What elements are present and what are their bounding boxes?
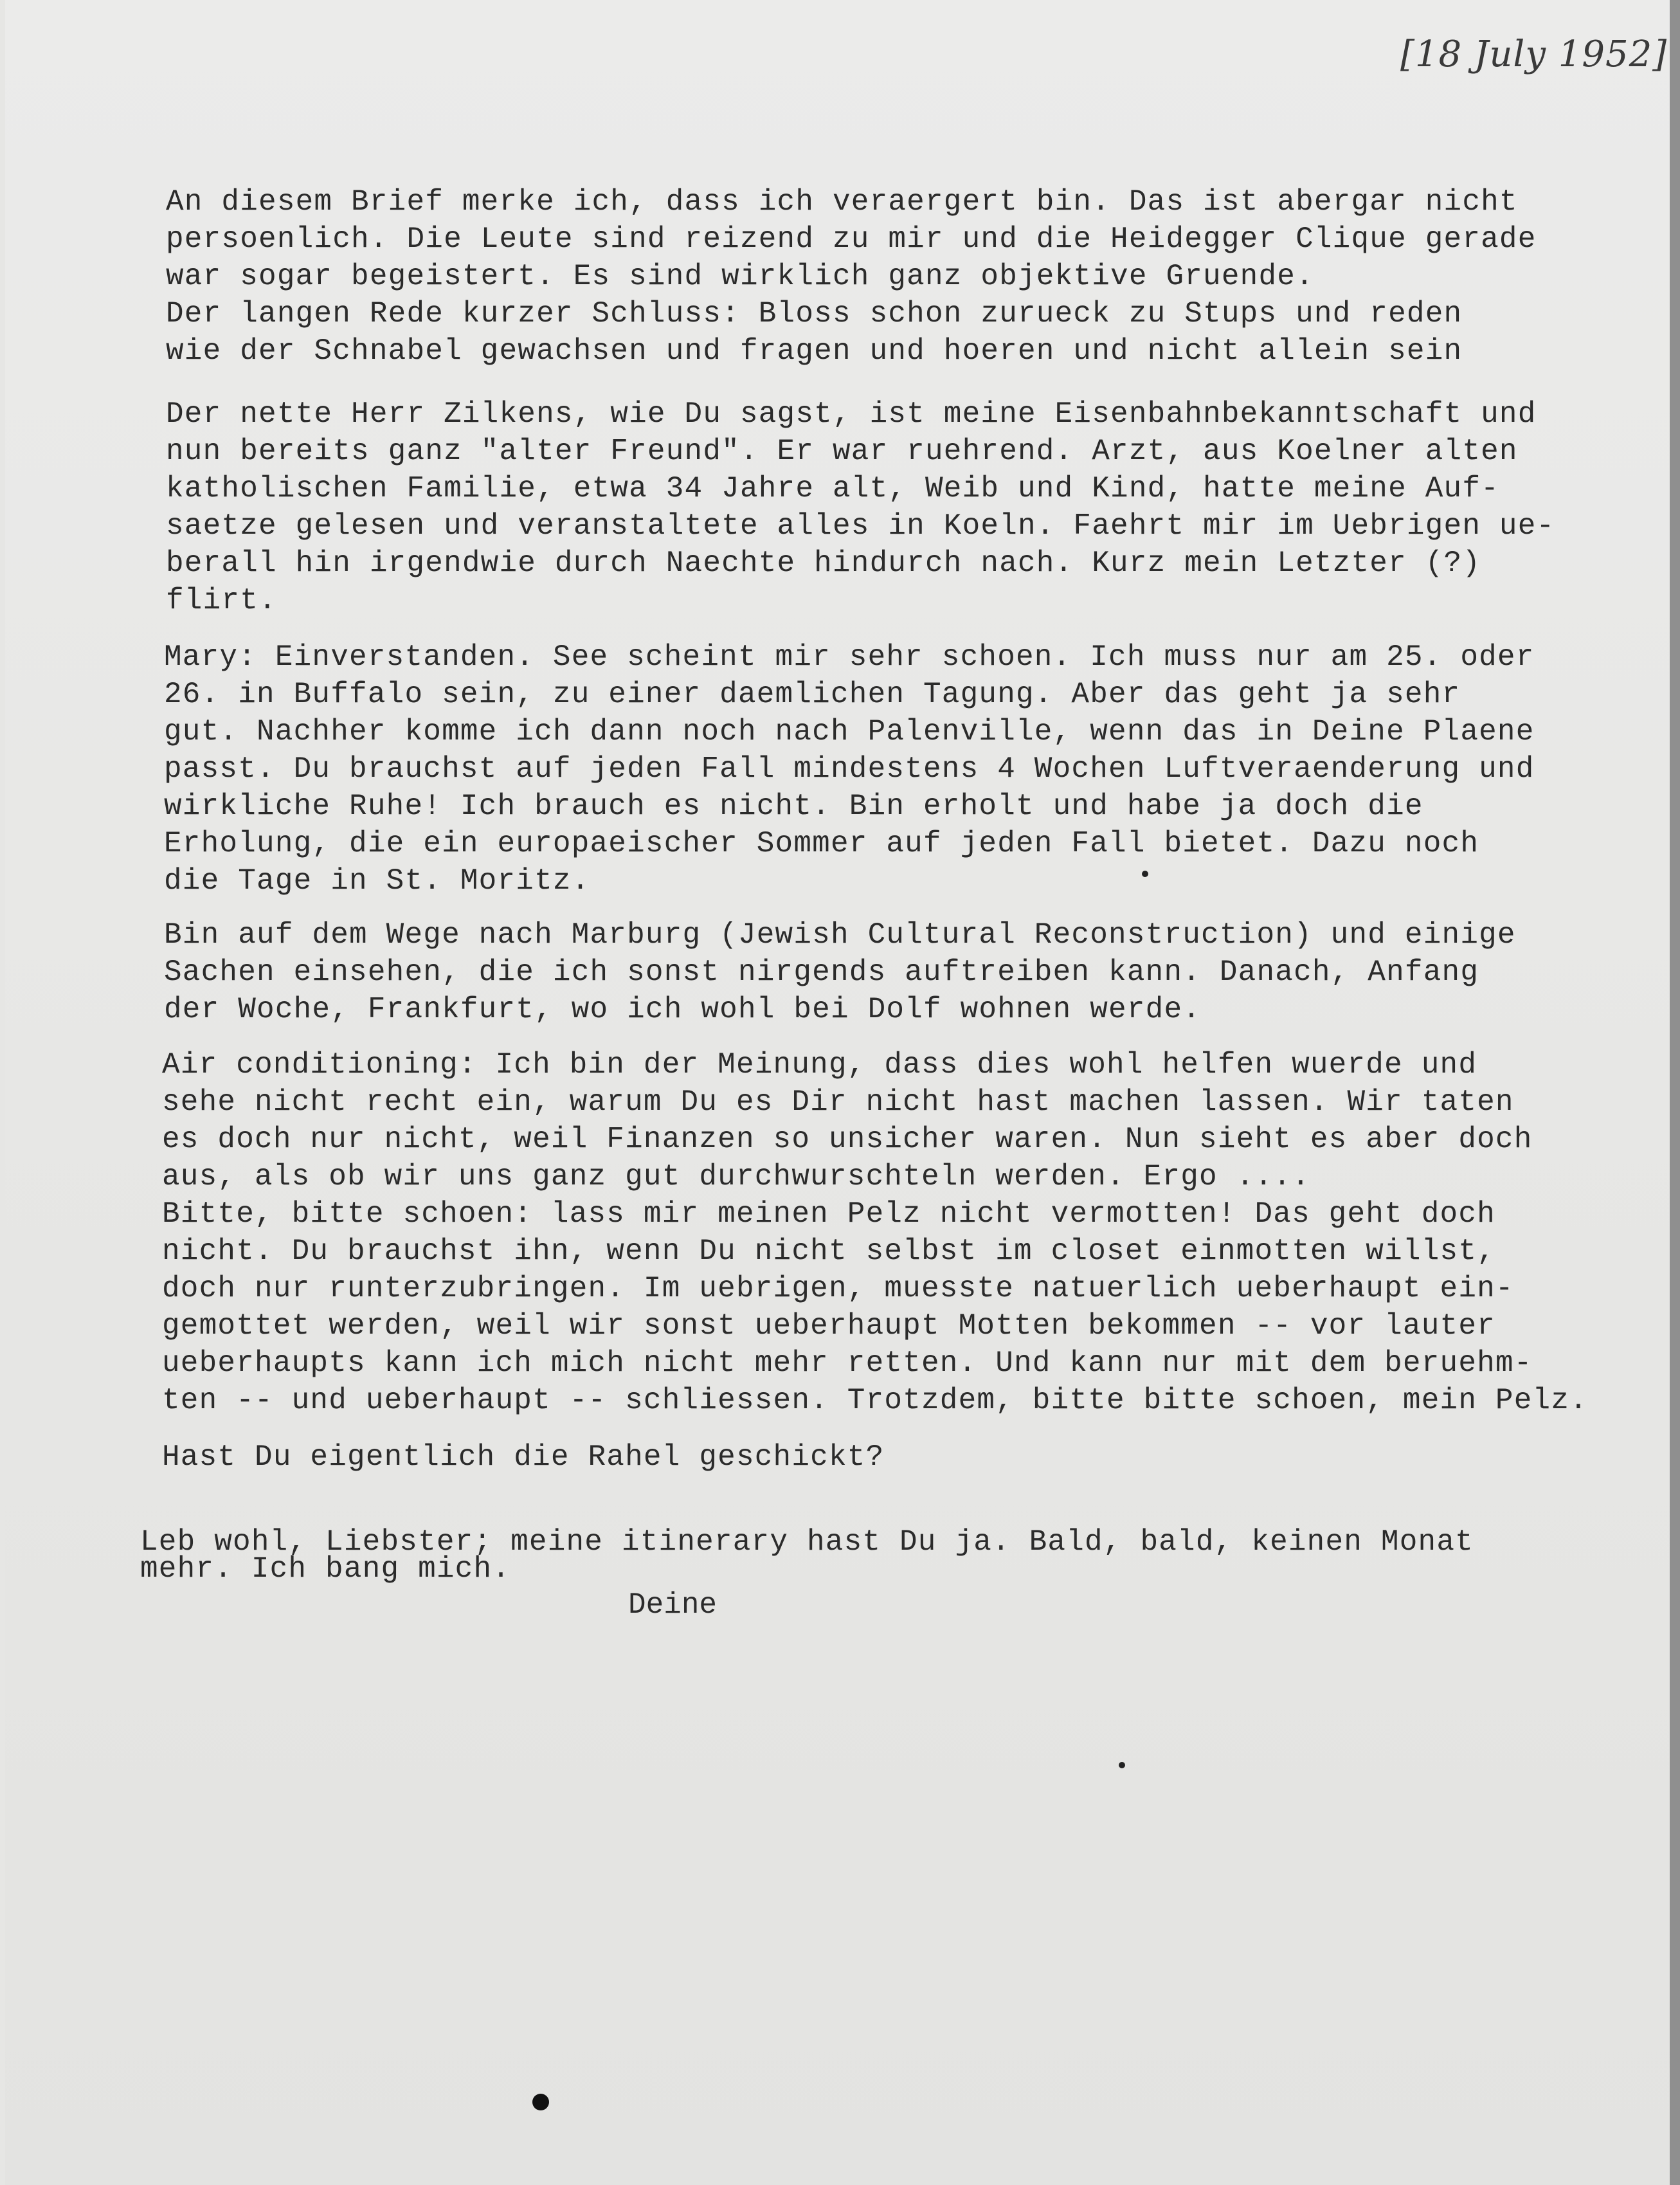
letter-line: persoenlich. Die Leute sind reizend zu mir und die Heidegger Clique gerade <box>166 222 1537 256</box>
ink-mark <box>1119 1762 1125 1768</box>
letter-line: ueberhaupts kann ich mich nicht mehr retten. Und kann nur mit dem beruehm- <box>162 1346 1533 1380</box>
letter-line: war sogar begeistert. Es sind wirklich ganz objektive Gruende. <box>166 260 1314 293</box>
letter-line: Bin auf dem Wege nach Marburg (Jewish Cultural Reconstruction) und einige <box>164 918 1516 952</box>
letter-line: Der langen Rede kurzer Schluss: Bloss schon zurueck zu Stups und reden <box>166 297 1463 331</box>
letter-line: es doch nur nicht, weil Finanzen so unsicher waren. Nun sieht es aber doch <box>162 1123 1533 1156</box>
letter-line: Sachen einsehen, die ich sonst nirgends auftreiben kann. Danach, Anfang <box>164 956 1479 989</box>
ink-mark <box>1142 871 1148 877</box>
letter-line: katholischen Familie, etwa 34 Jahre alt, Weib und Kind, hatte meine Auf- <box>166 472 1499 505</box>
letter-line: Erholung, die ein europaeischer Sommer auf jeden Fall bietet. Dazu noch <box>164 827 1479 860</box>
letter-line: Mary: Einverstanden. See scheint mir sehr schoen. Ich muss nur am 25. oder <box>164 640 1535 674</box>
letter-line: sehe nicht recht ein, warum Du es Dir nicht hast machen lassen. Wir taten <box>162 1085 1514 1119</box>
letter-line: flirt. <box>166 584 277 617</box>
letter-line: der Woche, Frankfurt, wo ich wohl bei Dolf wohnen werde. <box>164 993 1202 1026</box>
letter-line: nicht. Du brauchst ihn, wenn Du nicht selbst im closet einmotten willst, <box>162 1235 1495 1268</box>
letter-line: gemottet werden, weil wir sonst ueberhaupt Motten bekommen -- vor lauter <box>162 1309 1495 1343</box>
letter-line: aus, als ob wir uns ganz gut durchwurschteln werden. Ergo .... <box>162 1160 1310 1193</box>
letter-line: wie der Schnabel gewachsen und fragen und hoeren und nicht allein sein <box>166 334 1463 368</box>
signature-line: Deine <box>628 1588 718 1622</box>
letter-line: ten -- und ueberhaupt -- schliessen. Trotzdem, bitte bitte schoen, mein Pelz. <box>162 1384 1588 1417</box>
letter-line: wirkliche Ruhe! Ich brauch es nicht. Bin erholt und habe ja doch die <box>164 790 1423 823</box>
letter-line: Leb wohl, Liebster; meine itinerary hast Du ja. Bald, bald, keinen Monat <box>140 1525 1474 1559</box>
letter-line: Der nette Herr Zilkens, wie Du sagst, ist meine Eisenbahnbekanntschaft und <box>166 397 1537 431</box>
letter-line: berall hin irgendwie durch Naechte hindurch nach. Kurz mein Letzter (?) <box>166 547 1481 580</box>
punch-hole <box>532 2094 549 2110</box>
handwritten-date-note: [18 July 1952] <box>1400 33 1668 75</box>
letter-line: An diesem Brief merke ich, dass ich veraergert bin. Das ist abergar nicht <box>166 185 1518 219</box>
letter-line: Hast Du eigentlich die Rahel geschickt? <box>162 1440 885 1474</box>
letter-line: 26. in Buffalo sein, zu einer daemlichen Tagung. Aber das geht ja sehr <box>164 678 1461 711</box>
page-edge <box>1670 0 1680 2185</box>
letter-line: Bitte, bitte schoen: lass mir meinen Pelz nicht vermotten! Das geht doch <box>162 1197 1495 1231</box>
letter-line: gut. Nachher komme ich dann noch nach Palenville, wenn das in Deine Plaene <box>164 715 1535 748</box>
letter-line: doch nur runterzubringen. Im uebrigen, muesste natuerlich ueberhaupt ein- <box>162 1272 1514 1305</box>
letter-line: mehr. Ich bang mich. <box>140 1552 511 1586</box>
letter-line: saetze gelesen und veranstaltete alles in Koeln. Faehrt mir im Uebrigen ue- <box>166 509 1555 543</box>
letter-line: passt. Du brauchst auf jeden Fall mindestens 4 Wochen Luftveraenderung und <box>164 752 1535 786</box>
letter-line: Air conditioning: Ich bin der Meinung, dass dies wohl helfen wuerde und <box>162 1048 1477 1082</box>
letter-line: die Tage in St. Moritz. <box>164 864 590 898</box>
letter-line: nun bereits ganz "alter Freund". Er war ruehrend. Arzt, aus Koelner alten <box>166 435 1518 468</box>
